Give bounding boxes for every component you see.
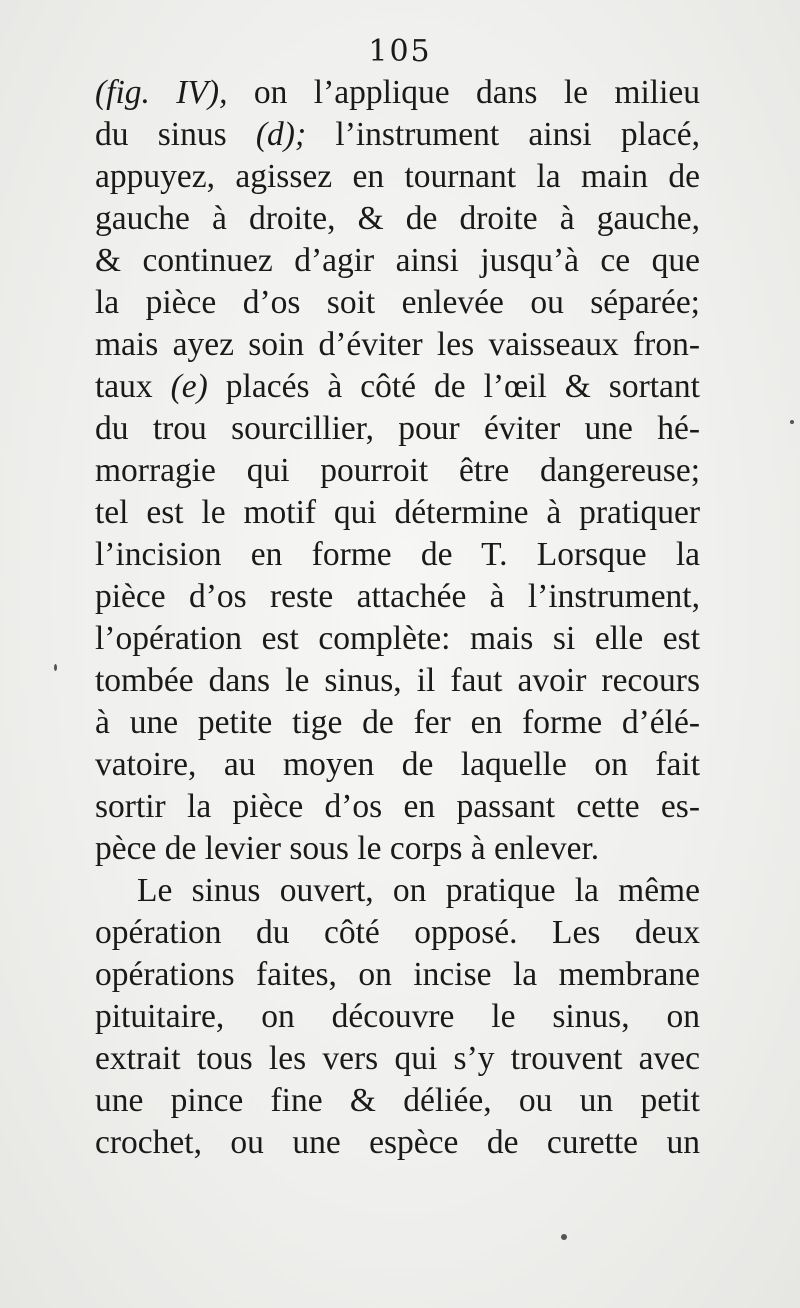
text-line: opération du côté opposé. Les deux (95, 914, 700, 951)
text-line: l’opération est complète: mais si elle est (95, 620, 700, 657)
text-line: opérations faites, on incise la membrane (95, 956, 700, 993)
text-line: morragie qui pourroit être dangereuse; (95, 452, 700, 489)
text-line: taux (e) placés à côté de l’œil & sortant (95, 368, 700, 405)
note-reference: (d); (255, 116, 307, 153)
paragraph-last-line: pèce de levier sous le corps à enlever. (95, 830, 600, 867)
paragraph-first-line: Le sinus ouvert, on pratique la même (137, 872, 700, 909)
text-line: (fig. IV), on l’applique dans le milieu (95, 74, 700, 111)
text-line: vatoire, au moyen de laquelle on fait (95, 746, 700, 783)
text-line: extrait tous les vers qui s’y trouvent avec (95, 1040, 700, 1077)
text-line: du sinus (d); l’instrument ainsi placé, (95, 116, 700, 153)
text-line: du trou sourcillier, pour éviter une hé- (95, 410, 700, 447)
text-line: la pièce d’os soit enlevée ou séparée; (95, 284, 700, 321)
paper-speck (54, 664, 57, 671)
paper-speck (790, 420, 794, 424)
text-line: une pince fine & déliée, ou un petit (95, 1082, 700, 1119)
text-line: crochet, ou une espèce de curette un (95, 1124, 700, 1161)
text-line: gauche à droite, & de droite à gauche, (95, 200, 700, 237)
text-line: tombée dans le sinus, il faut avoir recours (95, 662, 700, 699)
text-line: & continuez d’agir ainsi jusqu’à ce que (95, 242, 700, 279)
text-line: appuyez, agissez en tournant la main de (95, 158, 700, 195)
text-line: pièce d’os reste attachée à l’instrument, (95, 578, 700, 615)
text-line: l’incision en forme de T. Lorsque la (95, 536, 700, 573)
note-reference: (e) (170, 368, 208, 405)
text-line: sortir la pièce d’os en passant cette es- (95, 788, 700, 825)
text-line: mais ayez soin d’éviter les vaisseaux fron- (95, 326, 700, 363)
figure-reference: (fig. IV), (95, 74, 228, 111)
paper-speck (561, 1234, 567, 1240)
page-number: 105 (368, 34, 432, 69)
text-line: tel est le motif qui détermine à pratiquer (95, 494, 700, 531)
text-line: à une petite tige de fer en forme d’élé- (95, 704, 700, 741)
text-line: pituitaire, on découvre le sinus, on (95, 998, 700, 1035)
